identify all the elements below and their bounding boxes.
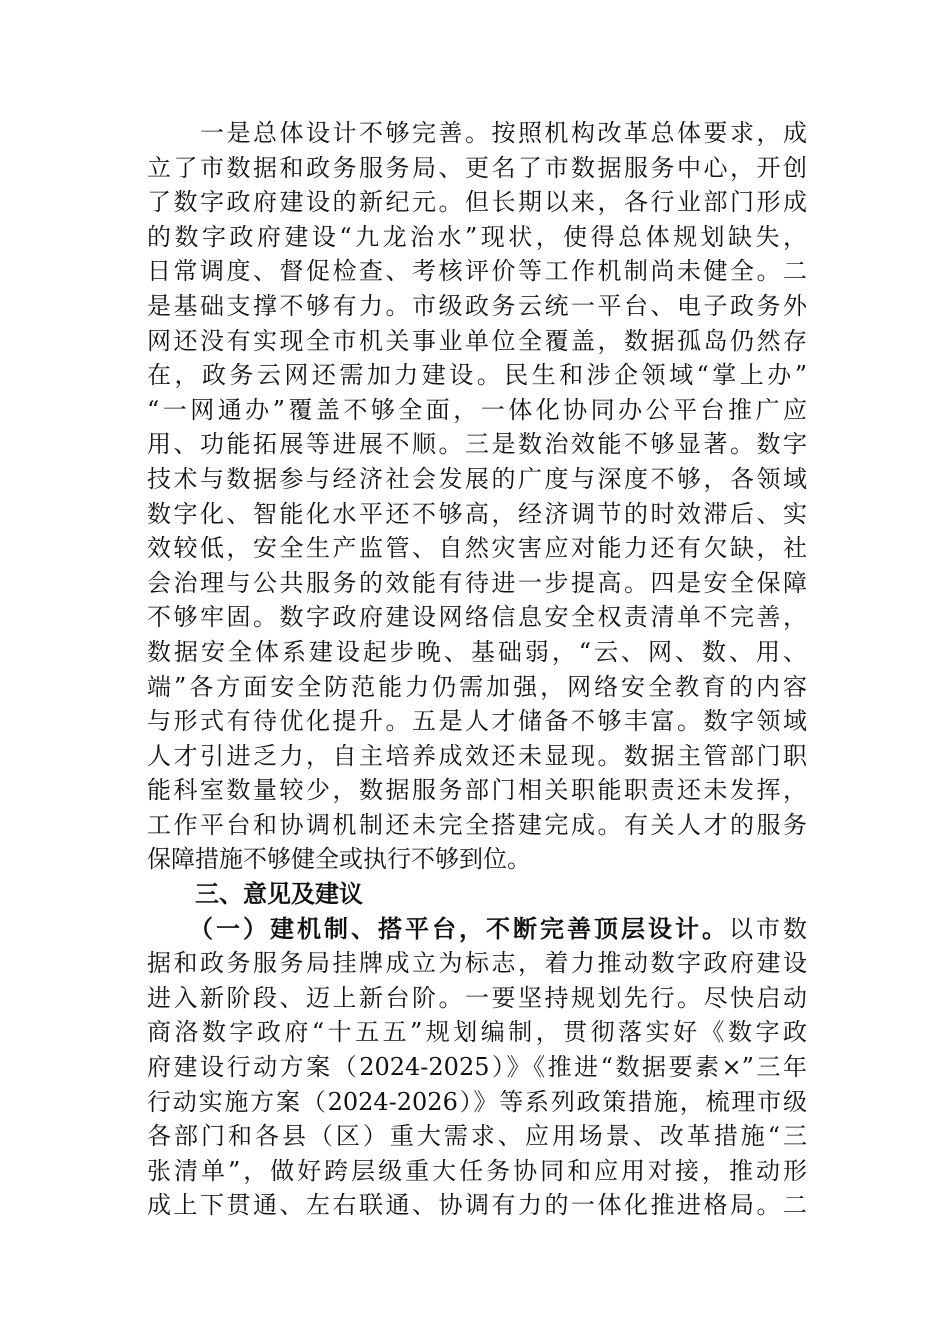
section-heading: 三、意见及建议: [147, 880, 363, 909]
paragraph-line: 张清单”，做好跨层级重大任务协同和应用对接，推动形: [147, 1156, 807, 1185]
paragraph-line: 商洛数字政府“十五五”规划编制，贯彻落实好《数字政: [147, 1018, 807, 1047]
subsection-text-start: 以市数: [729, 914, 807, 943]
paragraph-line: 能科室数量较少，数据服务部门相关职能职责还未发挥，: [147, 776, 807, 805]
paragraph-line: 工作平台和协调机制还未完全搭建完成。有关人才的服务: [147, 810, 807, 839]
paragraph-line: 据和政务服务局挂牌成立为标志，着力推动数字政府建设: [147, 949, 807, 978]
subsection-first-line: [147, 912, 807, 947]
paragraph-line: 用、功能拓展等进展不顺。三是数治效能不够显著。数字: [147, 430, 807, 459]
subsection-1: [147, 912, 807, 1223]
paragraph-line: 效较低，安全生产监管、自然灾害应对能力还有欠缺，社: [147, 534, 807, 563]
paragraph-line: 数字化、智能化水平还不够高，经济调节的时效滞后、实: [147, 499, 807, 528]
paragraph-line: 数据安全体系建设起步晚、基础弱，“云、网、数、用、: [147, 637, 807, 666]
paragraph-line: 进入新阶段、迈上新台阶。一要坚持规划先行。尽快启动: [147, 983, 807, 1012]
paragraph-line: 行动实施方案（2024-2026）》等系列政策措施，梳理市级: [147, 1087, 807, 1116]
paragraph-line: 技术与数据参与经济社会发展的广度与深度不够，各领域: [147, 464, 807, 493]
paragraph-line: 各部门和各县（区）重大需求、应用场景、改革措施“三: [147, 1122, 807, 1151]
paragraph-line: 保障措施不够健全或执行不够到位。: [147, 845, 531, 874]
paragraph-line: 是基础支撑不够有力。市级政务云统一平台、电子政务外: [147, 291, 807, 320]
paragraph-line: 成上下贯通、左右联通、协调有力的一体化推进格局。二: [147, 1191, 807, 1220]
paragraph-line: 一是总体设计不够完善。按照机构改革总体要求，成: [147, 119, 807, 147]
paragraph-line: 网还没有实现全市机关事业单位全覆盖，数据孤岛仍然存: [147, 326, 807, 355]
paragraph-line: 不够牢固。数字政府建设网络信息安全权责清单不完善，: [147, 603, 807, 632]
paragraph-line: “一网通办”覆盖不够全面，一体化协同办公平台推广应: [147, 395, 807, 424]
paragraph-line: 端”各方面安全防范能力仍需加强，网络安全教育的内容: [147, 672, 807, 701]
paragraph-line: 在，政务云网还需加力建设。民生和涉企领域“掌上办”: [147, 361, 807, 390]
paragraph-line: 府建设行动方案（2024-2025）》《推进“数据要素×”三年: [147, 1053, 807, 1082]
paragraph-line: 立了市数据和政务服务局、更名了市数据服务中心，开创: [147, 153, 807, 182]
paragraph-line: 的数字政府建设“九龙治水”现状，使得总体规划缺失，: [147, 222, 807, 251]
paragraph-line: 会治理与公共服务的效能有待进一步提高。四是安全保障: [147, 568, 807, 597]
subsection-title: （一）建机制、搭平台，不断完善顶层设计。: [147, 914, 729, 943]
paragraph-line: 了数字政府建设的新纪元。但长期以来，各行业部门形成: [147, 188, 807, 217]
document-page: [147, 116, 807, 1223]
paragraph-line: 日常调度、督促检查、考核评价等工作机制尚未健全。二: [147, 257, 807, 286]
paragraph-line: 人才引进乏力，自主培养成效还未显现。数据主管部门职: [147, 741, 807, 770]
paragraph-line: 与形式有待优化提升。五是人才储备不够丰富。数字领域: [147, 707, 807, 736]
section2-body: [147, 116, 807, 877]
